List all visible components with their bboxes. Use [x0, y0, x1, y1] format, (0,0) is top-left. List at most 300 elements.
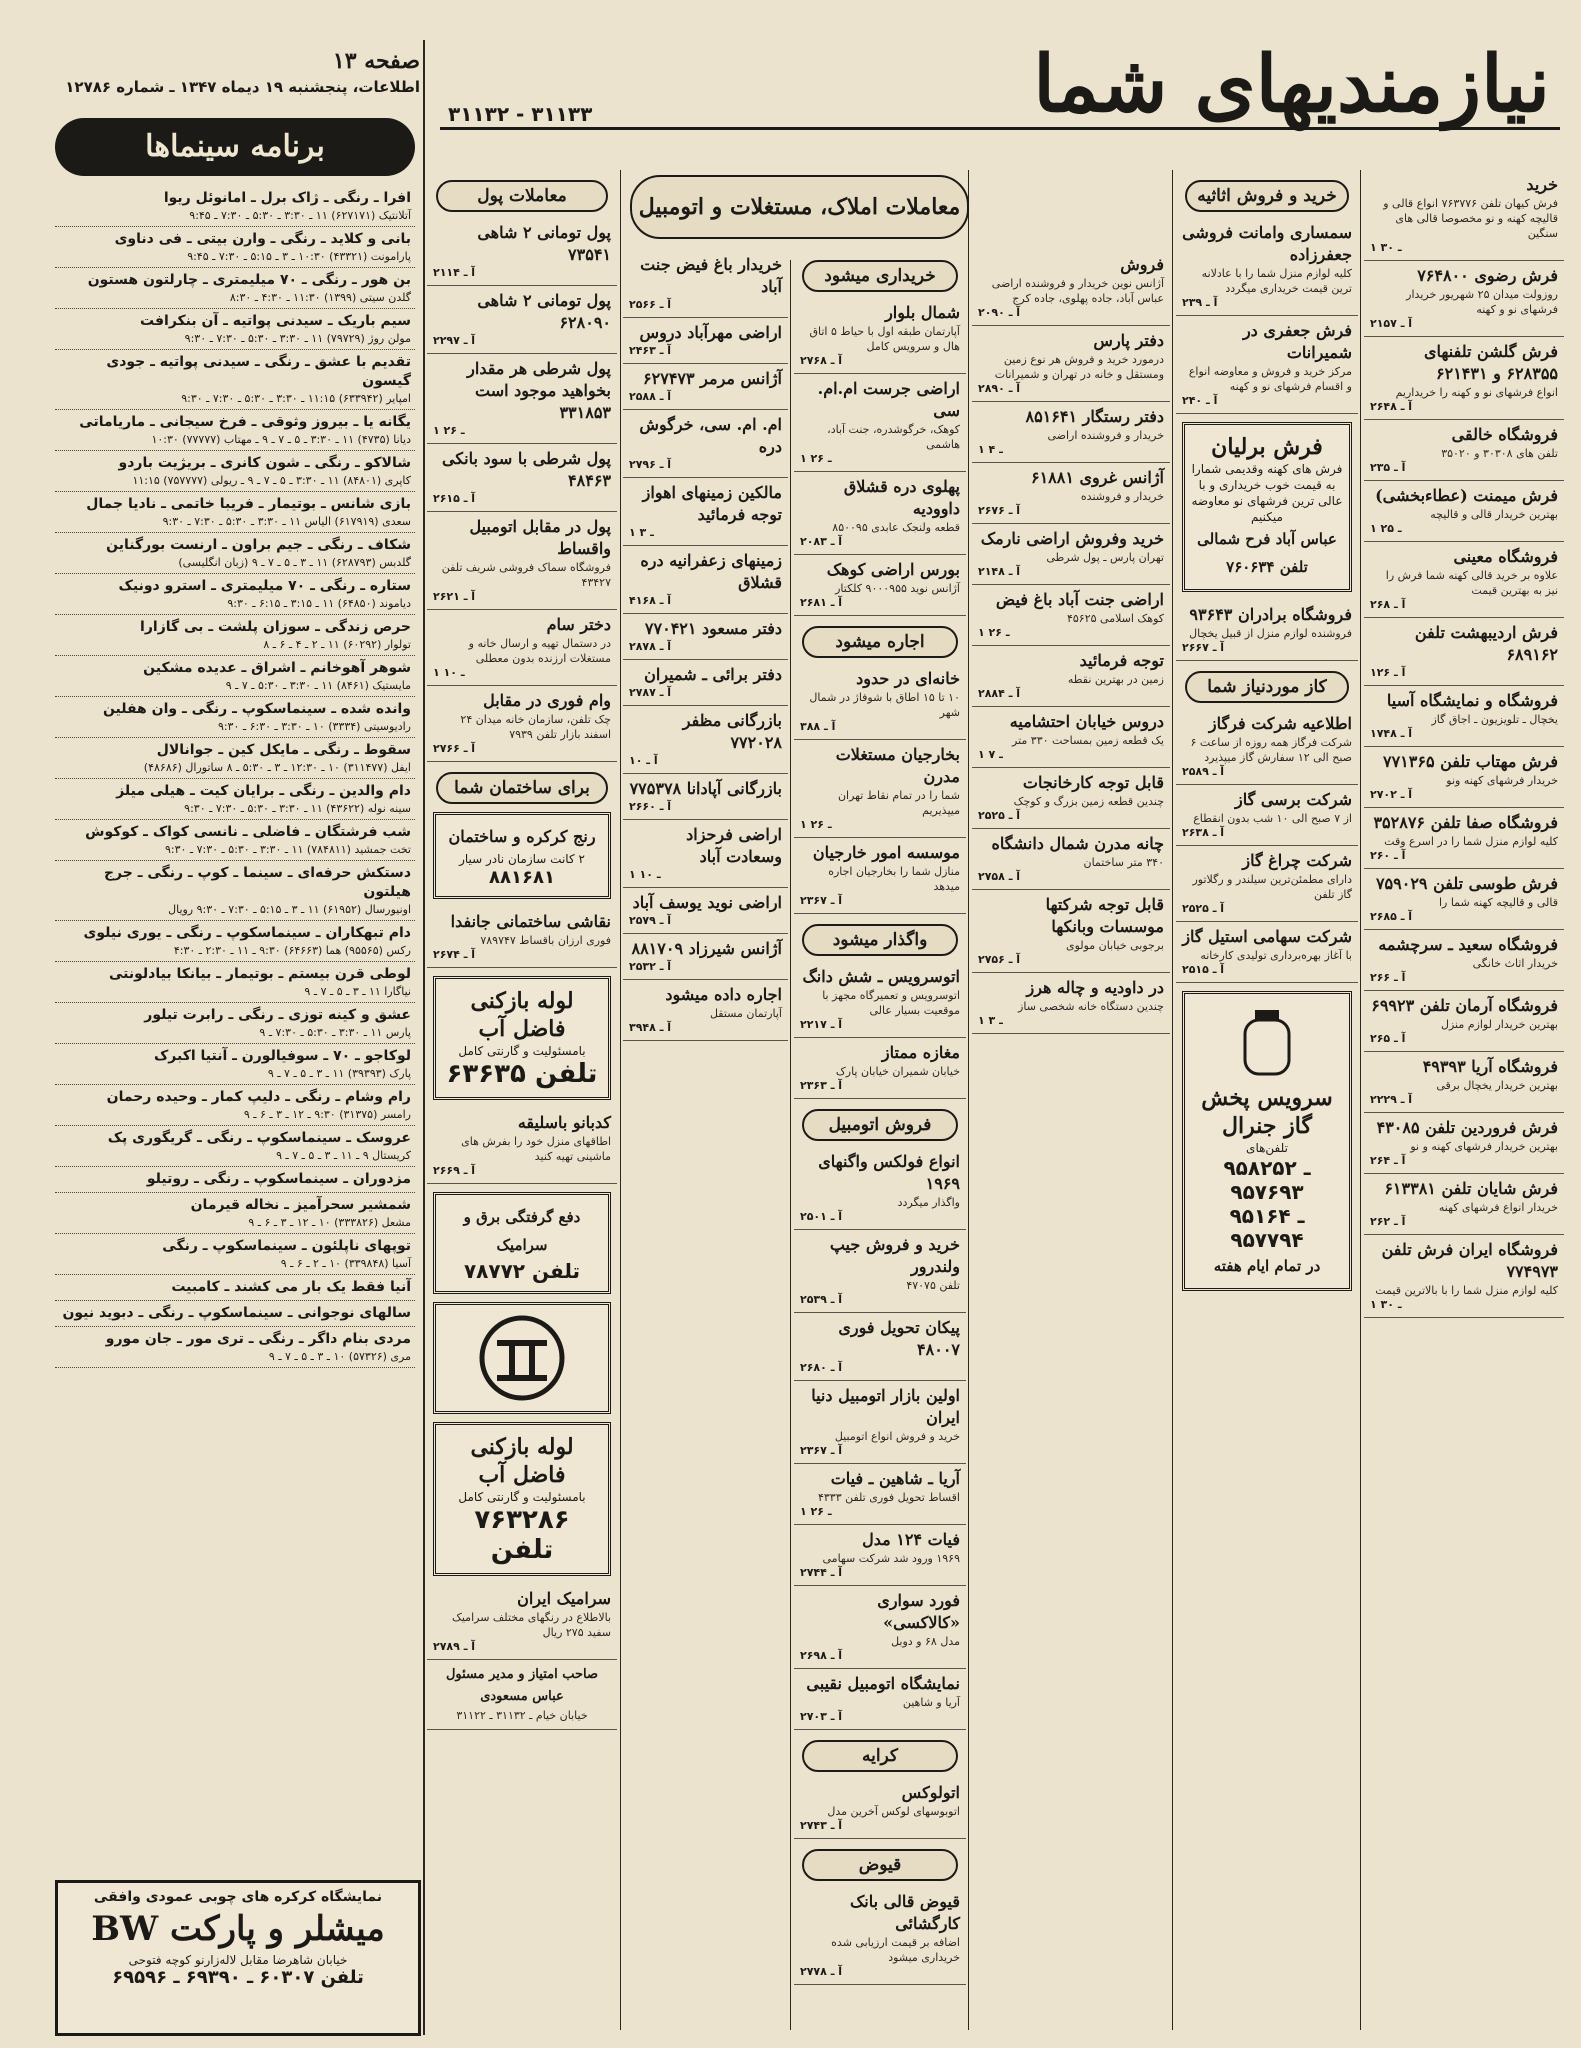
- cinema-listing: [55, 1167, 415, 1193]
- ad-body: مرکز خرید و فروش و معاوضه انواع و اقسام فرشهای نو و کهنه: [1188, 365, 1352, 393]
- classified-ad: [1176, 922, 1358, 983]
- film-title: یگانه یا ـ بیروز وثوقی ـ فرخ سیجانی ـ ماریاماتی: [79, 414, 411, 430]
- ad-body: خریدار انواع فرشهای کهنه: [1438, 1201, 1558, 1214]
- ad-code: آ ـ ۲۷۸۹: [433, 1640, 476, 1653]
- ad-body: ۳۴۰ متر ساختمان: [1083, 856, 1164, 869]
- section-label: فروش اتومبیل: [802, 1109, 957, 1141]
- money-column: [427, 170, 617, 2030]
- ad-body: آپارتمان مستقل: [709, 1007, 782, 1020]
- ad-title: اطلاعیه شرکت فرگاز: [1208, 714, 1352, 733]
- classified-ad: [623, 478, 788, 546]
- ad-title: مالکین زمینهای اهواز توجه فرمائید: [642, 483, 782, 524]
- ad-code: ۱ ـ ۳۰: [1370, 1298, 1402, 1311]
- column-rule: [1360, 170, 1361, 2030]
- classified-ad: [972, 768, 1170, 829]
- film-title: تقدیم با عشق ـ رنگی ـ سیدنی پواتیه ـ جودی گیسون: [106, 354, 411, 389]
- classified-ad: [427, 907, 617, 968]
- ad-code: آ ـ ۲۶۳۸: [1182, 826, 1225, 839]
- ad-code: آ ـ ۲۰۹۰: [978, 306, 1021, 319]
- ad-title: دروس خیابان احتشامیه: [1009, 712, 1164, 731]
- ad-title: موسسه امور خارجیان: [812, 843, 960, 862]
- film-title: عروسک ـ سینماسکوپ ـ رنگی ـ گریگوری پک: [107, 1130, 411, 1146]
- cinema-listing: [55, 533, 415, 574]
- ad-title: پیکان تحویل فوری ۴۸۰۰۷: [838, 1318, 960, 1359]
- ad-code: آ ـ ۲۳۶۷: [800, 1444, 843, 1457]
- classified-ad: [794, 1525, 966, 1586]
- section-ads: [794, 1778, 966, 1839]
- ad-code: آ ـ ۲۶۲۱: [433, 590, 476, 603]
- ad-title: اراضی جرست ام.ام. سی: [817, 379, 960, 420]
- ad-code: آ ـ ۳۹۴۸: [629, 1021, 672, 1034]
- ad-body: علاوه بر خرید قالی کهنه شما فرش را نیز به بهترین قیمت: [1385, 569, 1558, 597]
- classified-ad: [1364, 1052, 1564, 1113]
- ad-title: زمینهای زعفرانیه دره قشلاق: [640, 551, 782, 592]
- ad-body: خریدار و فروشنده: [1080, 490, 1164, 503]
- ad-title: مغازه ممتاز: [881, 1043, 960, 1062]
- ad-code: آ ـ ۲۳۹: [1182, 296, 1218, 309]
- showtimes: سینه نوله (۴۳۶۲۲) ۱۱ ـ ۳:۳۰ ـ ۵:۳۰ ـ ۷:۳۰ ـ ۹:۳۰: [184, 802, 411, 815]
- classified-ad: [1176, 709, 1358, 785]
- date-line: اطلاعات، پنجشنبه ۱۹ دیماه ۱۳۴۷ ـ شماره ۱۲۷۸۶: [65, 78, 420, 96]
- ad-title: بازرگانی آپادانا ۷۷۵۳۷۸: [629, 779, 782, 798]
- classified-ad: [623, 980, 788, 1041]
- ad-code: آ ـ ۲۵۳۹: [800, 1293, 843, 1306]
- film-title: توپهای ناپلئون ـ سینماسکوپ ـ رنگی: [162, 1238, 411, 1254]
- ad-code: آ ـ ۲۶۵: [1370, 1032, 1406, 1045]
- ad-code: ۱ ـ ۲۵: [1370, 522, 1402, 535]
- ad-code: آ ـ ۲۵۳۲: [629, 960, 672, 973]
- ad-title: سمساری وامانت فروشی جعفرزاده: [1182, 223, 1352, 264]
- cinema-listing: [55, 1275, 415, 1301]
- ad-body: از ۷ صبح الی ۱۰ شب بدون انقطاع: [1193, 812, 1352, 825]
- classified-ad: [1364, 991, 1564, 1052]
- ad-title: پول شرطی هر مقدار بخواهید موجود است ۳۳۱۸۵۳: [467, 359, 611, 422]
- box-ad-berlian: [1182, 422, 1352, 592]
- ad-code: آ ـ ۲۷۴۳: [800, 1819, 843, 1832]
- ad-body: بالاطلاع در رنگهای مختلف سرامیک سفید ۲۷۵ ریال: [452, 1611, 611, 1639]
- ad-body: اقساط تحویل فوری تلفن ۴۳۳۳: [817, 1491, 960, 1504]
- ad-title: اجاره داده میشود: [665, 985, 782, 1004]
- household-ads-2: [1176, 600, 1358, 661]
- showtimes: مایستیک (۸۴۶۱) ۱۱ ـ ۳:۳۰ ـ ۵:۳۰ ـ ۷ ـ ۹: [225, 679, 411, 692]
- ad-code: آ ـ ۲۵۰۱: [800, 1210, 843, 1223]
- box-ad-general-gas: [1182, 991, 1352, 1291]
- ad-code: آ ـ ۲۲۹۷: [433, 334, 476, 347]
- ad-code: آ ـ ۲۶۴۸: [1370, 400, 1413, 413]
- ad-code: آ ـ ۲۶۶: [1370, 971, 1406, 984]
- ad-code: آ ـ ۴۱۶۸: [629, 594, 672, 607]
- ad-code: آ ـ ۲۱۱۴: [433, 266, 476, 279]
- ad-code: آ ـ ۲۶۰: [1370, 849, 1406, 862]
- realestate-banner: معاملات املاک، مستغلات و اتومبیل: [630, 175, 969, 239]
- box-ad-body: فرش های کهنه وقدیمی شمارا به قیمت خوب خریداری و با عالی ترین فرشهای نو معاوضه میکنیم: [1191, 462, 1343, 524]
- classified-ad: [427, 1584, 617, 1660]
- ad-title: اتوسرویس ـ شش دانگ: [802, 967, 960, 986]
- box-ad-title: رنج کرکره و ساختمان: [448, 827, 596, 846]
- section-ads: [794, 962, 966, 1099]
- film-title: عشق و کینه توزی ـ رنگی ـ رابرت تیلور: [144, 1007, 411, 1023]
- gas-section-head: کاز موردنیاز شما: [1185, 671, 1349, 703]
- ad-body: ۱۹۶۹ ورود شد شرکت سهامی: [822, 1552, 960, 1565]
- realestate-column-3: [623, 250, 788, 2030]
- ad-code: آ ـ ۲۵۱۵: [1182, 963, 1225, 976]
- film-title: شب فرشتگان ـ فاضلی ـ نانسی کواک ـ کوکوش: [85, 824, 411, 840]
- film-title: بن هور ـ رنگی ـ ۷۰ میلیمتری ـ چارلتون هستون: [87, 272, 411, 288]
- ad-title: اراضی جنت آباد باغ فیض: [995, 590, 1164, 609]
- showtimes: پارک (۳۹۳۹۳) ۱۱ ـ ۳ ـ ۵ ـ ۷ ـ ۹: [267, 1067, 411, 1080]
- ad-code: آ ـ ۲۵۲۵: [978, 809, 1021, 822]
- showtimes: دیانا (۴۷۳۵) ۱۱ ـ ۳:۳۰ ـ ۵ ـ ۷ ـ ۹ ـ مهتاب (۷۷۷۷۷) ۱۰:۳۰: [151, 433, 411, 446]
- cinema-listing: [55, 779, 415, 820]
- ad-code: آ ـ ۲۷۴۴: [800, 1566, 843, 1579]
- box-ad-title: دفع گرفتگی برق و سرامیک: [463, 1208, 581, 1254]
- ad-title: فروشگاه صفا تلفن ۳۵۲۸۷۶: [1373, 813, 1558, 832]
- classified-ad: [794, 740, 966, 838]
- ad-code: آ ـ ۲۸۸۴: [978, 687, 1021, 700]
- money-section-head: معاملات پول: [436, 180, 607, 212]
- ad-title: فرش طوسی تلفن ۷۵۹۰۲۹: [1375, 874, 1558, 893]
- film-title: بانی و کلاید ـ رنگی ـ وارن بیتی ـ فی دناوی: [114, 231, 411, 247]
- cinema-listing: [55, 861, 415, 921]
- showtimes: مشعل (۳۳۳۸۲۶) ۱۰ ـ ۱۲ ـ ۳ ـ ۶ ـ ۹: [248, 1216, 411, 1229]
- box-ad-plumbing: [433, 976, 611, 1100]
- ad-body: خریدار و فروشنده اراضی: [1047, 429, 1164, 442]
- ad-body: روزولت میدان ۲۵ شهریور خریدار فرشهای نو و کهنه: [1406, 288, 1558, 316]
- classified-ad: [623, 364, 788, 410]
- showtimes: رامسر (۳۱۳۷۵) ۹:۳۰ ـ ۱۲ ـ ۳ ـ ۶ ـ ۹: [243, 1108, 411, 1121]
- film-title: لوطی قرن بیستم ـ بوتیمار ـ بیانکا بیادلونتی: [109, 966, 411, 982]
- classified-ad: [1364, 869, 1564, 930]
- classified-ad: [1364, 618, 1564, 686]
- ad-body: فروشنده لوازم منزل از قبیل یخچال: [1189, 627, 1352, 640]
- classified-ad: [972, 402, 1170, 463]
- ad-title: چانه مدرن شمال دانشگاه: [991, 834, 1164, 853]
- film-title: شمشیر سحرآمیز ـ نخاله قیرمان: [190, 1197, 411, 1213]
- money-ads-4: [427, 1584, 617, 1660]
- ad-body: اتوسرویس و تعمیرگاه مجهز با موقعیت بسیار عالی: [822, 989, 960, 1017]
- box-ad-body: بامسئولیت و گارنتی کامل: [458, 1490, 586, 1504]
- classified-ad: [972, 463, 1170, 524]
- ad-body: کوهک، خرگوشدره، جنت آباد، هاشمی: [827, 423, 960, 451]
- ad-title: فروشگاه آریا ۴۹۳۹۳: [1422, 1057, 1558, 1076]
- bottom-ad-big: میشلر و پارکت BW: [91, 1909, 385, 1949]
- showtimes: دیاموند (۶۴۸۵۰) ۱۱ ـ ۳:۱۵ ـ ۶:۱۵ ـ ۹:۳۰: [227, 597, 411, 610]
- cinema-listing: [55, 268, 415, 309]
- ad-code: آ ـ ۲۷۶۸: [800, 354, 843, 367]
- ad-code: آ ـ ۲۰۸۳: [800, 535, 843, 548]
- ad-code: ۱ ـ ۲۶: [800, 1505, 832, 1518]
- ad-title: قابل توجه کارخانجات: [1022, 773, 1164, 792]
- box-ad-phone-2: ۹۵۱۶۴ ـ ۹۵۷۷۹۴: [1229, 1204, 1305, 1252]
- ad-code: آ ـ ۲۵۲۵: [1182, 902, 1225, 915]
- ad-title: فرش میمنت (عطاءبخشی): [1375, 486, 1558, 505]
- film-title: شالاکو ـ رنگی ـ شون کانری ـ بریژیت باردو: [118, 455, 411, 471]
- classified-ad: [427, 354, 617, 444]
- carpet-ads: [1364, 170, 1564, 1318]
- ad-body: بهترین خریدار لوازم منزل: [1440, 1018, 1558, 1031]
- ad-title: فورد سواری «کالاکسی»: [877, 1591, 960, 1632]
- showtimes: رکس (۹۵۵۶۵) هما (۶۴۶۶۳) ۹:۳۰ ـ ۱۱ ـ ۲:۳۰ ـ ۴:۳۰: [173, 944, 411, 957]
- film-title: آنیا فقط یک بار می کشند ـ کامبیت: [171, 1279, 411, 1295]
- ad-title: خریدار باغ فیض جنت آباد: [640, 255, 782, 296]
- ad-title: توجه فرمائید: [1079, 651, 1164, 670]
- ad-code: آ ـ ۲۸۷۸: [629, 640, 672, 653]
- ad-title: فرش رضوی ۷۶۴۸۰۰: [1417, 266, 1558, 285]
- ad-title: نمایشگاه اتومبیل نقیبی: [806, 1674, 960, 1693]
- cinema-listing: [55, 186, 415, 227]
- ad-code: آ ـ ۱۷۴۸: [1370, 727, 1413, 740]
- ad-title: فروشگاه خالقی: [1451, 425, 1558, 444]
- classified-ad: [972, 250, 1170, 326]
- ad-title: بخارجیان مستغلات مدرن: [835, 745, 960, 786]
- ad-code: آ ـ ۲۴۶۳: [629, 344, 672, 357]
- cinema-listing: [55, 1193, 415, 1234]
- household-ads: [1176, 218, 1358, 414]
- section-ads: [794, 1887, 966, 1985]
- ad-title: آژانس شیرزاد ۸۸۱۷۰۹: [631, 939, 782, 958]
- ad-title: انواع فولکس واگنهای ۱۹۶۹: [818, 1152, 960, 1193]
- ad-title: دفتر پارس: [1093, 331, 1164, 350]
- ad-body: فوری ارزان باقساط ۷۸۹۷۴۷: [480, 934, 611, 947]
- classified-ad: [1176, 785, 1358, 846]
- ad-body: درمورد خرید و فروش هر نوع زمین ومستقل و خانه در تهران و شمیرانات: [994, 353, 1164, 381]
- gas-cylinder-icon: [1237, 1008, 1297, 1078]
- classified-ad: [1364, 1235, 1564, 1318]
- ad-body: یخچال ـ تلویزیون ـ اجاق گاز: [1431, 713, 1558, 726]
- box-ad-title: سرویس پخش گاز جنرال: [1201, 1085, 1333, 1139]
- ad-code: آ ـ ۲۷۵۸: [978, 870, 1021, 883]
- ad-title: پول شرطی با سود بانکی ۴۸۴۶۳: [441, 449, 611, 490]
- ad-code: ۱ ـ ۷: [978, 748, 1003, 761]
- carpet-column: [1364, 170, 1564, 2030]
- ad-code: آ ـ ۲۶۹۸: [800, 1649, 843, 1662]
- ad-code: آ ـ ۳۸۸: [800, 720, 836, 733]
- ad-title: آژانس غروی ۶۱۸۸۱: [1030, 468, 1164, 487]
- classified-ad: [794, 374, 966, 472]
- cinema-listing: [55, 451, 415, 492]
- cinema-listing: [55, 1234, 415, 1275]
- box-ad-title: لوله بازکنی فاضل آب: [470, 1434, 574, 1488]
- classified-ad: [972, 890, 1170, 973]
- money-ads-3: [427, 1108, 617, 1184]
- cinema-listing: [55, 1044, 415, 1085]
- film-title: شکاف ـ رنگی ـ جیم براون ـ ارنست بورگناین: [106, 537, 411, 553]
- ad-body: بهترین خریدار فرشهای کهنه و نو: [1410, 1140, 1558, 1153]
- classified-ad: [427, 286, 617, 354]
- classified-ad: [1364, 542, 1564, 618]
- ad-code: آ ـ ۲۷۸۷: [629, 686, 672, 699]
- showtimes: امپایر (۶۳۳۹۴۲) ۱۱:۱۵ ـ ۳:۳۰ ـ ۵:۳۰ ـ ۷:۳۰ ـ ۹:۳۰: [181, 392, 411, 405]
- section-ads: [794, 1147, 966, 1730]
- cinema-banner: برنامه سینماها: [55, 118, 415, 176]
- ad-code: ۱ ـ ۴: [978, 443, 1003, 456]
- ad-title: قیوض قالی بانک کارگشائی: [849, 1892, 960, 1933]
- ad-title: کدبانو باسلیقه: [517, 1113, 611, 1132]
- film-title: رام وشام ـ رنگی ـ دلیپ کمار ـ وحیده رحمان: [106, 1089, 411, 1105]
- classified-ad: [794, 1147, 966, 1230]
- ad-body: آپارتمان طبقه اول با حیاط ۵ اتاق هال و سرویس کامل: [809, 325, 960, 353]
- ad-title: فرش جعفری در شمیرانات: [1242, 321, 1352, 362]
- realestate-column: [972, 250, 1170, 2030]
- ad-code: ۱ ـ ۳: [978, 1014, 1003, 1027]
- box-ad-logo: [433, 1302, 611, 1414]
- ad-body: مدل ۶۸ و دوبل: [891, 1635, 960, 1648]
- ad-title: خانه‌ای در حدود: [856, 669, 960, 688]
- realestate-ads: [972, 250, 1170, 1034]
- ad-body: خریدار اثاث خانگی: [1472, 957, 1558, 970]
- ad-body: چندین قطعه زمین بزرگ و کوچک: [1013, 795, 1164, 808]
- cinema-listing: [55, 656, 415, 697]
- film-title: دستکش حرفه‌ای ـ سینما ـ کوپ ـ رنگی ـ جرج هیلتون: [103, 865, 411, 900]
- ad-code: آ ـ ۲۱۵۷: [1370, 317, 1413, 330]
- ad-code: آ ـ ۲۵۷۹: [629, 914, 672, 927]
- ad-body: قطعه ولنجک عابدی ۸۵۰۰۹۵: [832, 521, 960, 534]
- bottom-ad-parquet: [55, 1880, 421, 2036]
- classified-ad: [623, 706, 788, 774]
- film-title: افرا ـ رنگی ـ ژاک برل ـ امانوئل ریوا: [163, 190, 411, 206]
- ad-code: آ ـ ۲۲۱۷: [800, 1018, 843, 1031]
- ad-code: آ ـ ۲۶۱۵: [433, 492, 476, 505]
- cinema-listing: [55, 227, 415, 268]
- ad-code: ۱ ـ ۲۶: [978, 626, 1010, 639]
- classified-ad: [794, 1778, 966, 1839]
- ad-title: فروشگاه و نمایشگاه آسیا: [1386, 691, 1558, 710]
- ad-title: شرکت برسی گاز: [1235, 790, 1352, 809]
- ad-code: آ ـ ۲۶۸: [1370, 598, 1406, 611]
- ad-title: ام. ام. سی، خرگوش دره: [639, 415, 782, 456]
- box-ad-phone: ۸۸۱۶۸۱: [489, 867, 555, 888]
- ad-body: تلفن ۴۷۰۷۵: [906, 1279, 960, 1292]
- masthead-phones: ۳۱۱۳۲ - ۳۱۱۳۳: [448, 102, 593, 126]
- ad-body: واگذار میگردد: [897, 1196, 960, 1209]
- cinema-column: [55, 186, 415, 1866]
- ad-code: آ ـ ۲۶۷۴: [433, 948, 476, 961]
- ad-code: ۱ ـ ۲۶: [800, 818, 832, 831]
- ad-title: نقاشی ساختمانی جانفدا: [450, 912, 611, 931]
- showtimes: گلدن سیتی (۱۳۹۹) ۱۱:۳۰ ـ ۴:۳۰ ـ ۸:۳۰: [229, 291, 411, 304]
- box-ad-body: بامسئولیت و گارنتی کامل: [458, 1044, 586, 1058]
- ad-title: فرش گلشن تلفنهای ۶۲۸۳۵۵ و ۶۲۱۴۳۱: [1424, 342, 1558, 383]
- ad-body: شما را در تمام نقاط تهران میپذیریم: [837, 789, 960, 817]
- ad-code: آ ـ ۲۶۶۰: [629, 800, 672, 813]
- showtimes: رادیوسیتی (۳۳۳۴) ۱۰ ـ ۳:۳۰ ـ ۶:۳۰ ـ ۹:۳۰: [217, 720, 411, 733]
- showtimes: اونیورسال (۶۱۹۵۲) ۱۱ ـ ۳ ـ ۵:۱۵ ـ ۷:۳۰ ـ ۹:۳۰ رویال: [168, 903, 411, 916]
- ad-title: فرش شایان تلفن ۶۱۳۳۸۱: [1384, 1179, 1558, 1198]
- ad-body: یک قطعه زمین بمساحت ۳۳۰ متر: [1012, 734, 1164, 747]
- ad-title: خرید: [1526, 175, 1558, 194]
- bottom-ad-phone: تلفن ۶۰۳۰۷ ـ ۶۹۳۹۰ ـ ۶۹۵۹۶: [112, 1967, 364, 1988]
- masthead: [440, 40, 1560, 130]
- ad-title: فرش اردیبهشت تلفن ۶۸۹۱۶۲: [1414, 623, 1558, 664]
- cinema-listing: [55, 1085, 415, 1126]
- ad-body: در دستمال تهیه و ارسال خانه و مستغلات ارزنده بدون معطلی: [468, 637, 611, 665]
- ad-title: پول تومانی ۲ شاهی ۶۲۸۰۹۰: [477, 291, 611, 332]
- showtimes: پارس ۱۱ ـ ۳:۳۰ ـ ۵:۳۰ ـ ۷:۳۰ ـ ۹: [259, 1026, 411, 1039]
- ad-title: فروشگاه ایران فرش تلفن ۷۷۴۹۷۳: [1381, 1240, 1558, 1281]
- ad-code: آ ـ ۲۳۵: [1370, 461, 1406, 474]
- ad-code: آ ـ ۲۵۸۸: [629, 390, 672, 403]
- ad-title: آریا ـ شاهین ـ فیات: [830, 1469, 960, 1488]
- ad-title: دفتر مسعود ۷۷۰۴۲۱: [644, 619, 782, 638]
- classified-ad: [972, 707, 1170, 768]
- ad-code: ۱ ـ ۱۰: [433, 666, 465, 679]
- ad-code: ۱ ـ ۲۶: [433, 424, 465, 437]
- ad-title: بازرگانی مظفر ۷۷۲۰۲۸: [682, 711, 782, 752]
- showtimes: ایفل (۳۱۱۴۷۷) ۱۰ ـ ۱۲:۳۰ ـ ۳ ـ ۵:۳۰ ـ ۸ ساتورال (۴۸۶۸۶): [143, 761, 411, 774]
- film-title: دام تبهکاران ـ سینماسکوپ ـ رنگی ـ یوری نیلوی: [83, 925, 411, 941]
- section-ads: [794, 298, 966, 616]
- ad-code: آ ـ ۲۸۹۰: [978, 382, 1021, 395]
- money-ads: [427, 218, 617, 762]
- ad-code: آ ـ ۲۷۰۳: [800, 1710, 843, 1723]
- masthead-title: نیازمندیهای شما: [1033, 39, 1550, 130]
- ad-title: سرامیک ایران: [517, 1589, 611, 1608]
- ad-code: ۱ ـ ۳: [629, 526, 654, 539]
- bottom-ad-small: نمایشگاه کرکره های چوبی عمودی وافقی: [93, 1889, 383, 1905]
- film-title: ستاره ـ رنگی ـ ۷۰ میلیمتری ـ استرو دونیک: [118, 578, 411, 594]
- ad-body: کلیه لوازم منزل شما را با بالاترین قیمت: [1375, 1284, 1558, 1297]
- ad-title: فروشگاه آرمان تلفن ۶۹۹۲۳: [1371, 996, 1558, 1015]
- ad-code: آ ـ ۲۶۸۱: [800, 596, 843, 609]
- ad-title: شمال بلوار: [885, 303, 960, 322]
- household-column: [1176, 170, 1358, 2030]
- ad-body: اطاقهای منزل خود را بفرش های ماشینی تهیه کنید: [461, 1135, 611, 1163]
- classified-ad: [794, 1381, 966, 1464]
- ad-body: انواع فرشهای نو و کهنه را خریداریم: [1395, 386, 1558, 399]
- ad-title: فروش: [1120, 255, 1164, 274]
- ad-title: فروشگاه معینی: [1453, 547, 1558, 566]
- ad-code: آ ـ ۲۶۴: [1370, 1154, 1406, 1167]
- money-ads-2: [427, 907, 617, 968]
- classified-ad: [623, 410, 788, 478]
- ad-body: آژانس نوید ۹۰۰۰۹۵۵ کلکتار: [835, 582, 960, 595]
- column-rule: [968, 170, 969, 2030]
- ad-code: آ ـ ۲۴۰: [1182, 394, 1218, 407]
- classified-ad: [1364, 930, 1564, 991]
- classified-ad: [794, 838, 966, 914]
- cinema-listing: [55, 350, 415, 410]
- ad-body: چندین دستگاه خانه شخصی ساز: [1018, 1000, 1164, 1013]
- ad-body: منازل شما را بخارجیان اجاره میدهد: [828, 865, 960, 893]
- showtimes: نیاگارا ۱۱ ـ ۳ ـ ۵ ـ ۷ ـ ۹: [304, 985, 411, 998]
- classified-ad: [794, 1313, 966, 1381]
- column-rule: [620, 170, 621, 2030]
- ad-body: برجوبی خیابان مولوی: [1065, 939, 1164, 952]
- ad-body: فروشگاه سماک فروشی شریف تلفن ۴۳۴۲۷: [441, 561, 611, 589]
- section-label: کرایه: [802, 1740, 957, 1772]
- ad-body: خریدار فرشهای کهنه ونو: [1446, 774, 1558, 787]
- film-title: حرص زندگی ـ سوزان پلشت ـ بی گازارا: [140, 619, 411, 635]
- classified-ad: [427, 686, 617, 762]
- ad-title: پول در مقابل اتومبیل واقساط: [469, 517, 611, 558]
- section-label: واگذار میشود: [802, 924, 957, 956]
- ad-body: خرید و فروش انواع اتومبیل: [834, 1430, 960, 1443]
- ad-title: دفتر رستگار ۸۵۱۶۴۱: [1025, 407, 1164, 426]
- box-ad-phone: ۷۶۳۲۸۶ تلفن: [474, 1505, 570, 1565]
- classified-ad: [623, 614, 788, 660]
- ad-title: اراضی مهرآباد دروس: [639, 323, 782, 342]
- ad-body: اتوبوسهای لوکس آخرین مدل: [827, 1805, 960, 1818]
- ad-code: آ ـ ۲۵۸۹: [1182, 765, 1225, 778]
- classified-ad: [623, 934, 788, 980]
- classified-ad: [972, 973, 1170, 1034]
- classified-ad: [972, 326, 1170, 402]
- ad-title: شرکت سهامی استیل گاز: [1182, 927, 1352, 946]
- box-ad-title: فرش برلیان: [1211, 434, 1323, 460]
- classified-ad: [1364, 1113, 1564, 1174]
- ad-code: آ ـ ۲۲۲۹: [1370, 1093, 1413, 1106]
- ad-body: کلیه لوازم منزل شما را با عادلانه ترین قیمت خریداری میگردد: [1201, 267, 1352, 295]
